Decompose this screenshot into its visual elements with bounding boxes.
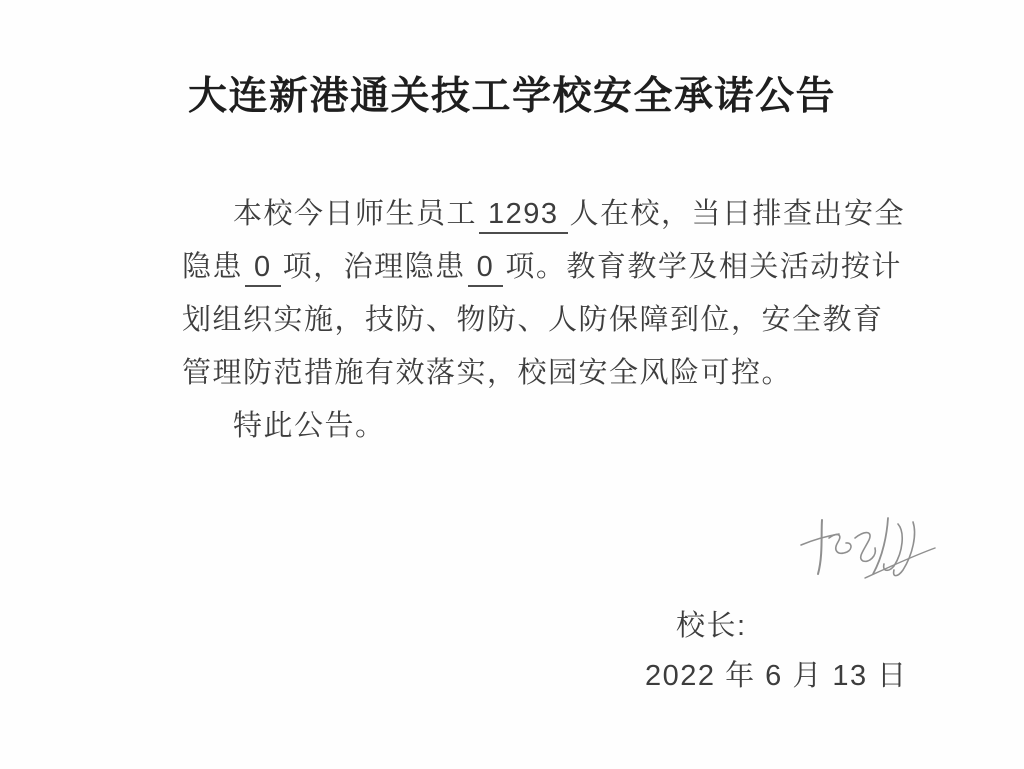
body-line-4: 管理防范措施有效落实，校园安全风险可控。: [182, 357, 793, 389]
principal-role-label: 校长:: [676, 610, 747, 642]
announcement-body: [182, 188, 906, 453]
staff-count-underlined: 1293: [479, 196, 568, 234]
hazards-fixed-underlined: 0: [468, 249, 504, 287]
body-line-3: 划组织实施，技防、物防、人防保障到位，安全教育: [182, 304, 884, 336]
body-line-1: [182, 188, 906, 241]
body-text: 项。教育教学及相关活动按计: [505, 251, 902, 283]
body-text: 隐患: [182, 251, 244, 283]
announcement-date: 2022 年 6 月 13 日: [645, 660, 908, 692]
body-text: 本校今日师生员工: [233, 198, 478, 230]
body-text: 人在校，当日排查出安全: [569, 198, 906, 230]
body-text: 项，治理隐患: [282, 251, 466, 283]
principal-signature-icon: [795, 498, 940, 598]
body-line-2: [182, 241, 902, 294]
body-line-5: 特此公告。: [233, 410, 386, 442]
page-title: 大连新港通关技工学校安全承诺公告: [187, 75, 836, 118]
hazards-found-underlined: 0: [245, 249, 281, 287]
